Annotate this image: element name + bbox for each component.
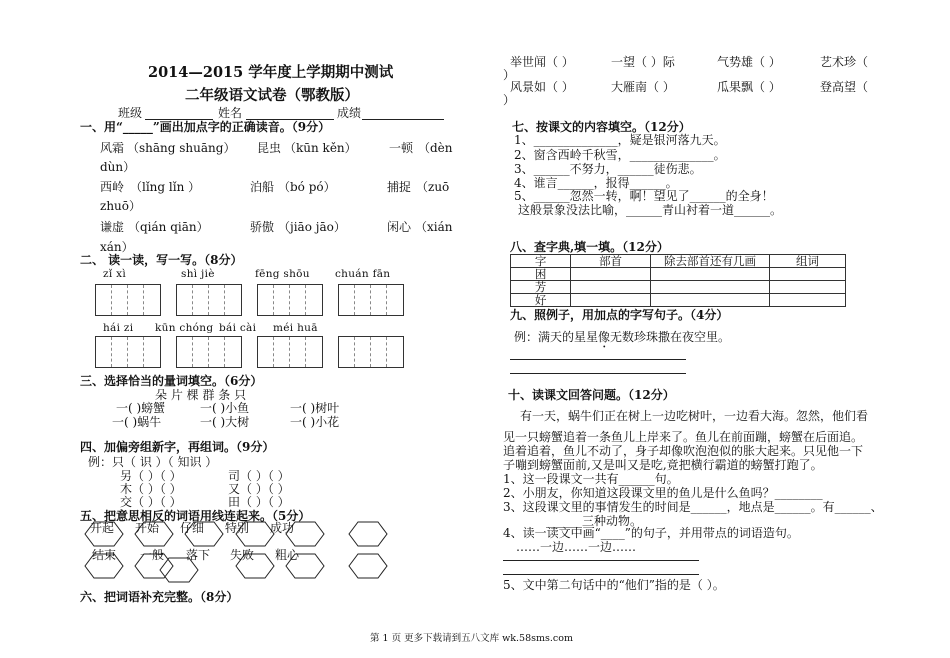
table-cell[interactable]	[770, 268, 846, 281]
q6-title: 六、把词语补充完整。（8分）	[80, 590, 239, 604]
question-line[interactable]: 4、读一读文中画“____”的句子，并用带点的词语造句。	[503, 526, 799, 540]
q1-options[interactable]: （bó pó）	[278, 180, 336, 194]
pinyin-label: bái cài	[219, 322, 257, 334]
q1-word: 泊船	[250, 180, 275, 194]
radical-blank[interactable]: 另（ ）（ ）	[120, 469, 182, 483]
q1-options[interactable]: （xián	[415, 220, 453, 234]
q1-word: 昆虫	[257, 141, 282, 155]
question-line[interactable]: 2、小朋友，你知道这段课文里的鱼儿是什么鱼吗？________	[503, 486, 823, 500]
hexagon-shape	[348, 521, 388, 547]
writing-grid[interactable]	[95, 284, 161, 316]
dictionary-table	[510, 254, 846, 307]
q1-word: 风霜	[100, 141, 125, 155]
poem-blank[interactable]: 1、______________，疑是银河落九天。	[514, 133, 726, 147]
radical-blank[interactable]: 又（ ）（ ）	[228, 482, 290, 496]
antonym-word[interactable]: 落下	[186, 548, 211, 562]
poem-blank[interactable]: 这般景象没法比喻，______青山衬着一道______。	[518, 203, 783, 217]
q10-title: 十、读课文回答问题。（12分）	[508, 388, 675, 402]
idiom-blank[interactable]: 一望（ ）际	[611, 55, 675, 69]
radical-blank[interactable]: 司（ ）（ ）	[228, 469, 290, 483]
idiom-blank[interactable]: 气势雄（ ）	[717, 55, 781, 69]
q1-options[interactable]: dùn）	[100, 160, 136, 174]
q8-title: 八、查字典,填一填。（12分）	[510, 240, 669, 254]
q1-word: 骄傲	[250, 220, 275, 234]
q1-options[interactable]: （dèn	[418, 141, 453, 155]
table-cell[interactable]	[571, 281, 651, 294]
antonym-word[interactable]: 仔细	[180, 521, 205, 535]
q2-title: 二、 读一读，写一写。（8分）	[80, 253, 243, 267]
writing-grid[interactable]	[176, 284, 242, 316]
measure-blank[interactable]: 一( )蜗牛	[112, 415, 162, 429]
idiom-blank[interactable]: 大雁南（ ）	[611, 80, 675, 94]
idiom-blank[interactable]: 瓜果飘（ ）	[717, 80, 781, 94]
passage-line: 有一天，蜗牛们正在树上一边吃树叶，一边看大海。忽然，他们看	[520, 409, 869, 423]
table-header: 除去部首还有几画	[650, 255, 769, 268]
q4-title: 四、加偏旁组新字，再组词。（9分）	[80, 440, 275, 454]
hexagon-shape	[348, 553, 388, 579]
measure-blank[interactable]: 一( )小鱼	[200, 401, 250, 415]
measure-word-bank: 朵 片 棵 群 条 只	[155, 388, 247, 402]
q1-word: 闲心	[387, 220, 412, 234]
pinyin-label: méi huā	[273, 322, 318, 334]
answer-line[interactable]	[503, 574, 699, 575]
q1-options[interactable]: （lǐng lǐn ）	[130, 180, 201, 194]
question-line[interactable]: 1、这一段课文一共有______句。	[503, 472, 679, 486]
poem-blank[interactable]: 2、窗含西岭千秋雪，______________。	[514, 148, 726, 162]
question-line[interactable]: 3、这段课文里的事情发生的时间是______，地点是______。有______、	[503, 500, 883, 514]
radical-blank[interactable]: 木（ ）（ ）	[120, 482, 182, 496]
idiom-blank-close: ）	[503, 68, 516, 82]
table-cell[interactable]	[571, 268, 651, 281]
question-line[interactable]: 5、文中第二句话中的“他们”指的是（ ）。	[503, 578, 725, 592]
q1-title: 一、用“_____”画出加点字的正确读音。（9分）	[80, 120, 331, 134]
antonym-word[interactable]: 失败	[230, 548, 255, 562]
table-cell: 困	[511, 268, 571, 281]
q1-options[interactable]: （zuō	[416, 180, 450, 194]
idiom-blank[interactable]: 艺术珍（	[820, 55, 869, 69]
idiom-blank-close: ）	[503, 93, 516, 107]
question-line: ……一边……一边……	[516, 540, 637, 554]
q9-title: 九、照例子，用加点的字写句子。（4分）	[510, 308, 729, 322]
writing-grid[interactable]	[338, 336, 404, 368]
answer-line[interactable]	[510, 373, 686, 374]
table-cell: 好	[511, 294, 571, 307]
class-label: 班级	[118, 106, 143, 120]
q3-title: 三、选择恰当的量词填空。（6分）	[80, 374, 263, 388]
measure-blank[interactable]: 一( )树叶	[290, 401, 340, 415]
page-title: 2014—2015 学年度上学期期中测试	[148, 64, 394, 81]
antonym-word[interactable]: 一般	[140, 548, 165, 562]
poem-blank[interactable]: 5、______忽然一转，啊！望见了______的全身！	[514, 189, 774, 203]
measure-blank[interactable]: 一( )螃蟹	[116, 401, 166, 415]
measure-blank[interactable]: 一( )小花	[290, 415, 340, 429]
writing-grid[interactable]	[176, 336, 242, 368]
antonym-word[interactable]: 特别	[225, 521, 250, 535]
q1-word: 一顿	[389, 141, 414, 155]
table-cell[interactable]	[571, 294, 651, 307]
answer-line[interactable]	[510, 359, 686, 360]
question-line[interactable]: ______三种动物。	[546, 514, 643, 528]
antonym-word[interactable]: 粗心	[275, 548, 300, 562]
q1-options[interactable]: （shāng shuāng）	[127, 141, 236, 155]
passage-line: 见一只螃蟹追着一条鱼儿上岸来了。鱼儿在前面蹦，螃蟹在后面追。	[503, 430, 864, 444]
pinyin-label: fēng shōu	[255, 268, 310, 280]
antonym-word[interactable]: 成功	[270, 521, 295, 535]
measure-blank[interactable]: 一( )大树	[200, 415, 250, 429]
antonym-word[interactable]: 开始	[135, 521, 160, 535]
q9-example-pre: 例：满天的星星	[514, 330, 599, 344]
score-label: 成绩	[337, 106, 362, 120]
table-cell[interactable]	[770, 281, 846, 294]
q1-options[interactable]: （qián qiān）	[128, 220, 209, 234]
answer-line[interactable]	[503, 560, 699, 561]
antonym-word[interactable]: 开起	[90, 521, 115, 535]
idiom-blank[interactable]: 风景如（ ）	[510, 80, 574, 94]
table-cell[interactable]	[650, 294, 769, 307]
radical-blank[interactable]: 交（ ）（ ）	[120, 495, 182, 509]
q9-example	[514, 330, 730, 351]
pinyin-label: hái zi	[103, 322, 134, 334]
q1-word: 西岭	[100, 180, 125, 194]
q9-example-dot: 像	[598, 330, 611, 344]
table-cell[interactable]	[650, 281, 769, 294]
q5-title: 五、把意思相反的词语用线连起来。（5分）	[80, 509, 311, 523]
q9-example-post: 无数珍珠撒在夜空里。	[610, 330, 731, 344]
q1-word: 谦虚	[100, 220, 125, 234]
table-header: 字	[511, 255, 571, 268]
q1-word: 捕捉	[387, 180, 412, 194]
pinyin-label: zǐ xì	[103, 268, 127, 280]
q1-options[interactable]: xán）	[100, 240, 134, 254]
poem-blank[interactable]: 4、谁言______，报得______。	[514, 176, 678, 190]
q4-example: 例：只（ 识 ）（ 知识 ）	[88, 455, 218, 469]
idiom-blank[interactable]: 举世闻（ ）	[510, 55, 574, 69]
radical-blank[interactable]: 田（ ）（ ）	[228, 495, 290, 509]
q1-options[interactable]: zhuō）	[100, 199, 142, 213]
writing-grid[interactable]	[338, 284, 404, 316]
passage-line: 追着追着，鱼儿不动了，身子却像吹泡泡似的胀大起来。只见他一下	[503, 444, 864, 458]
table-cell[interactable]	[650, 268, 769, 281]
q1-options[interactable]: （kūn kěn）	[284, 141, 357, 155]
page-subtitle: 二年级语文试卷（鄂教版）	[185, 87, 359, 104]
pinyin-label: shì jiè	[181, 268, 215, 280]
table-cell: 芳	[511, 281, 571, 294]
table-header: 部首	[571, 255, 651, 268]
table-cell[interactable]	[770, 294, 846, 307]
pinyin-label: kūn chóng	[155, 322, 214, 334]
writing-grid[interactable]	[95, 336, 161, 368]
antonym-word[interactable]: 结束	[92, 548, 117, 562]
q7-title: 七、按课文的内容填空。（12分）	[512, 120, 691, 134]
poem-blank[interactable]: 3、______不努力，______徒伤悲。	[514, 162, 702, 176]
writing-grid[interactable]	[257, 284, 323, 316]
table-header: 组词	[770, 255, 846, 268]
name-label: 姓名	[218, 106, 243, 120]
score-field[interactable]	[362, 119, 444, 120]
writing-grid[interactable]	[257, 336, 323, 368]
passage-line: 子嘣到螃蟹面前,又是叫又是吃,竟把横行霸道的螃蟹打跑了。	[503, 458, 823, 472]
q1-options[interactable]: （jiāo jāo）	[278, 220, 346, 234]
idiom-blank[interactable]: 登高望（	[820, 80, 869, 94]
page-footer: 第 1 页 更多下载请到五八文库 wk.58sms.com	[370, 633, 573, 644]
pinyin-label: chuán fān	[335, 268, 391, 280]
